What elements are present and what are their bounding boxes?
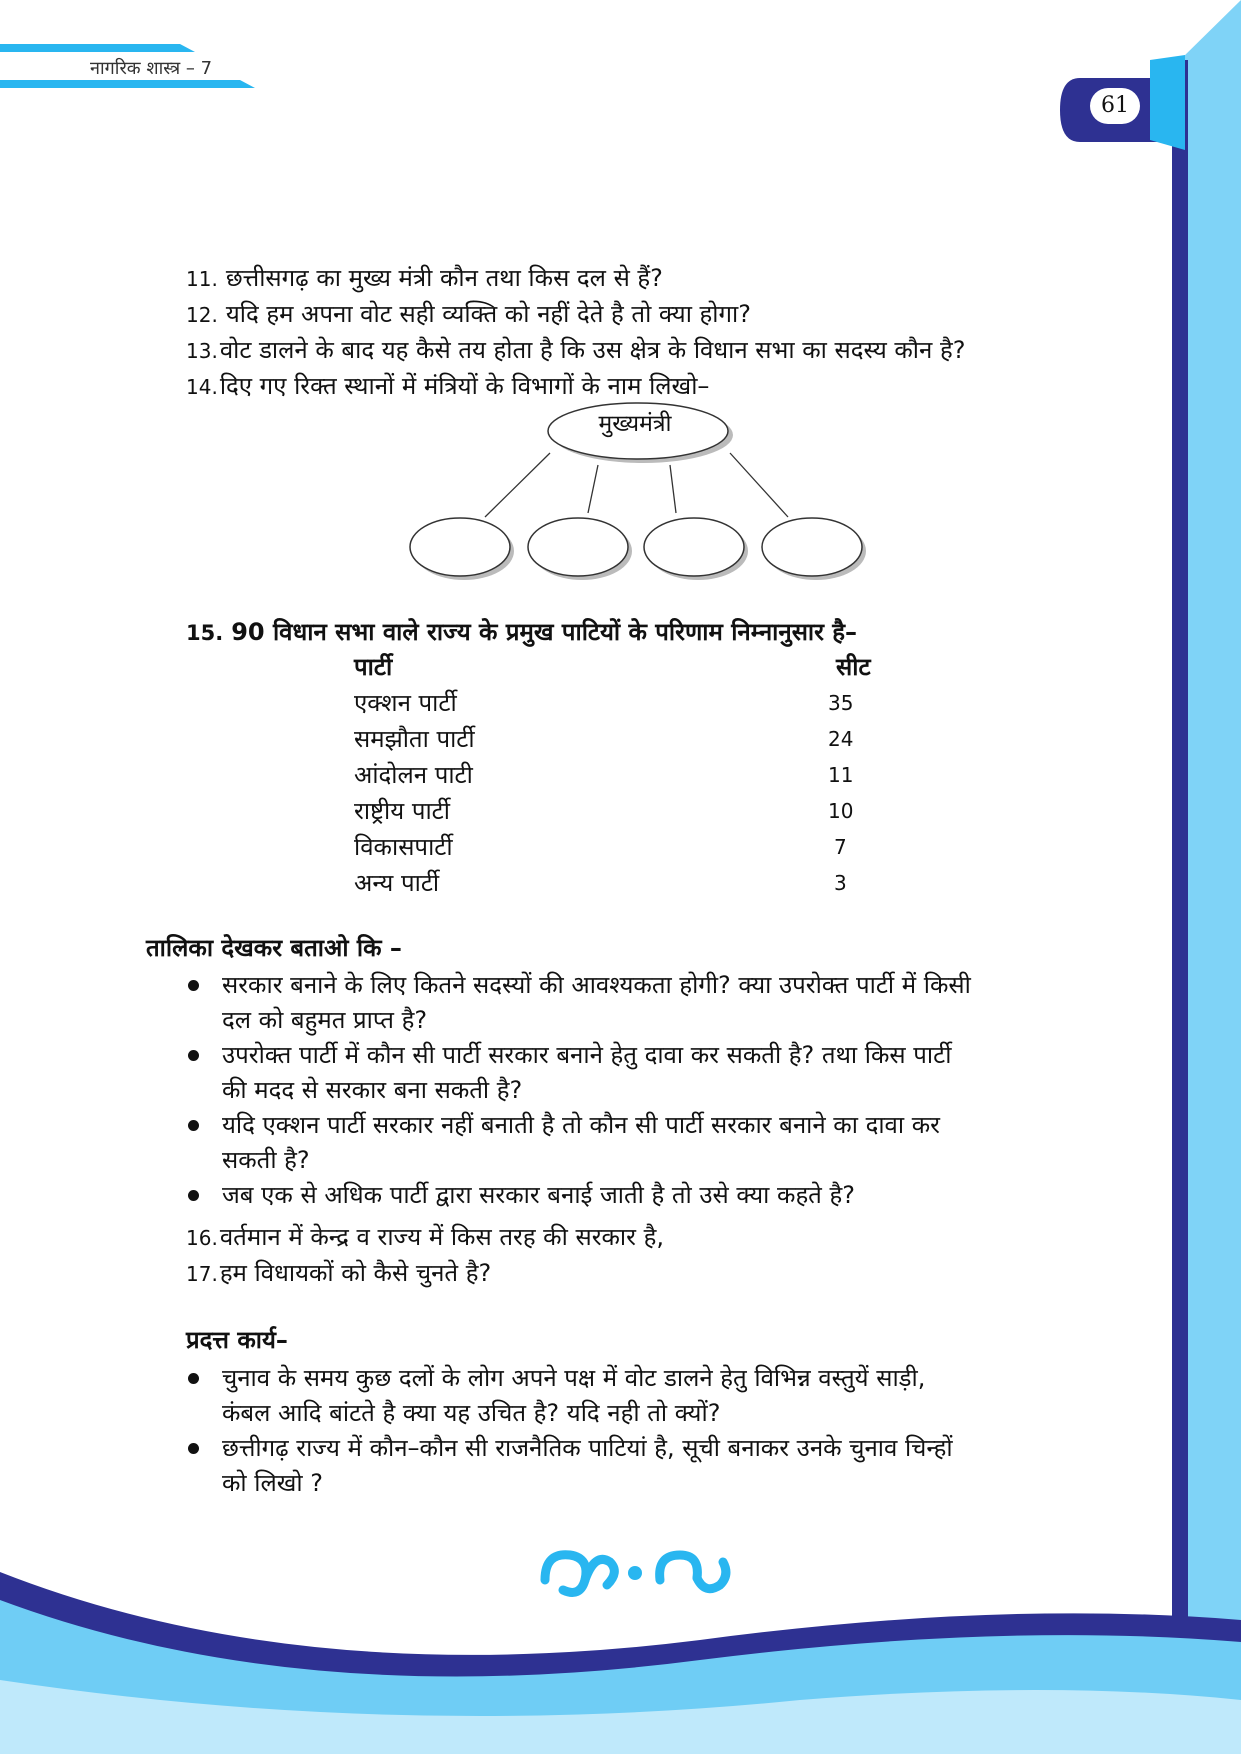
bullet-item: उपरोक्त पार्टी में कौन सी पार्टी सरकार बनाने हेतु दावा कर सकती है? तथा किस पार्टी की मदद से सरकार बना सकती है? xyxy=(222,1041,952,1104)
question-15: 15. 90 विधान सभा वाले राज्य के प्रमुख पाटियों के परिणाम निम्नानुसार है– xyxy=(186,618,858,646)
seat-count: 35 xyxy=(828,691,854,715)
question-14: 14.दिए गए रिक्त स्थानों में मंत्रियों के विभागों के नाम लिखो– xyxy=(186,372,710,400)
question-13: 13.वोट डालने के बाद यह कैसे तय होता है कि उस क्षेत्र के विधान सभा का सदस्य कौन है? xyxy=(186,336,966,364)
department-node-2 xyxy=(528,518,628,576)
bullet-item: यदि एक्शन पार्टी सरकार नहीं बनाती है तो कौन सी पार्टी सरकार बनाने का दावा कर सकती है? xyxy=(222,1111,940,1174)
party-name: राष्ट्रीय पार्टी xyxy=(354,797,450,825)
party-column-header: पार्टी xyxy=(354,653,393,681)
bullet-item: चुनाव के समय कुछ दलों के लोग अपने पक्ष में वोट डालने हेतु विभिन्न वस्तुयें साड़ी, कंबल आदि बांटते है क्या यह उचित है? यदि नही तो क्यों? xyxy=(222,1364,926,1427)
bullet-icon xyxy=(188,1373,199,1384)
party-name: आंदोलन पाटी xyxy=(354,761,473,789)
seat-count: 10 xyxy=(828,799,854,823)
question-16: 16.वर्तमान में केन्द्र व राज्य में किस तरह की सरकार है, xyxy=(186,1223,664,1251)
seat-count: 7 xyxy=(834,835,847,859)
assignment-title: प्रदत्त कार्य– xyxy=(186,1326,288,1354)
party-name: विकासपार्टी xyxy=(354,833,453,861)
ornament-divider-icon xyxy=(535,1540,735,1600)
party-name: समझौता पार्टी xyxy=(354,725,475,753)
table-prompt: तालिका देखकर बताओ कि – xyxy=(146,934,402,962)
question-12: 12. यदि हम अपना वोट सही व्यक्ति को नहीं देते है तो क्या होगा? xyxy=(186,300,751,328)
question-11: 11. छत्तीसगढ़ का मुख्य मंत्री कौन तथा किस दल से हैं? xyxy=(186,264,663,292)
bullet-icon xyxy=(188,1120,199,1131)
department-node-1 xyxy=(410,518,510,576)
bullet-item: छत्तीगढ़ राज्य में कौन–कौन सी राजनैतिक पाटियां है, सूची बनाकर उनके चुनाव चिन्हों को लिखो ? xyxy=(222,1434,953,1497)
seat-count: 3 xyxy=(834,871,847,895)
page-number: 61 xyxy=(1090,88,1140,124)
root-node-label: मुख्यमंत्री xyxy=(598,411,672,437)
bullet-icon xyxy=(188,1050,199,1061)
bullet-item: जब एक से अधिक पार्टी द्वारा सरकार बनाई जाती है तो उसे क्या कहते है? xyxy=(222,1181,855,1209)
seat-count: 24 xyxy=(828,727,854,751)
department-node-3 xyxy=(644,518,744,576)
seats-column-header: सीट xyxy=(836,653,871,681)
book-title: नागरिक शास्त्र – 7 xyxy=(90,58,213,79)
bullet-item: सरकार बनाने के लिए कितने सदस्यों की आवश्यकता होगी? क्या उपरोक्त पार्टी में किसी दल को बहुमत प्राप्त है? xyxy=(222,971,971,1034)
party-name: एक्शन पार्टी xyxy=(354,689,457,717)
bullet-icon xyxy=(188,1190,199,1201)
question-17: 17.हम विधायकों को कैसे चुनते है? xyxy=(186,1259,492,1287)
bullet-icon xyxy=(188,1443,199,1454)
seat-count: 11 xyxy=(828,763,854,787)
department-node-4 xyxy=(762,518,862,576)
party-name: अन्य पार्टी xyxy=(354,869,440,897)
bullet-icon xyxy=(188,980,199,991)
